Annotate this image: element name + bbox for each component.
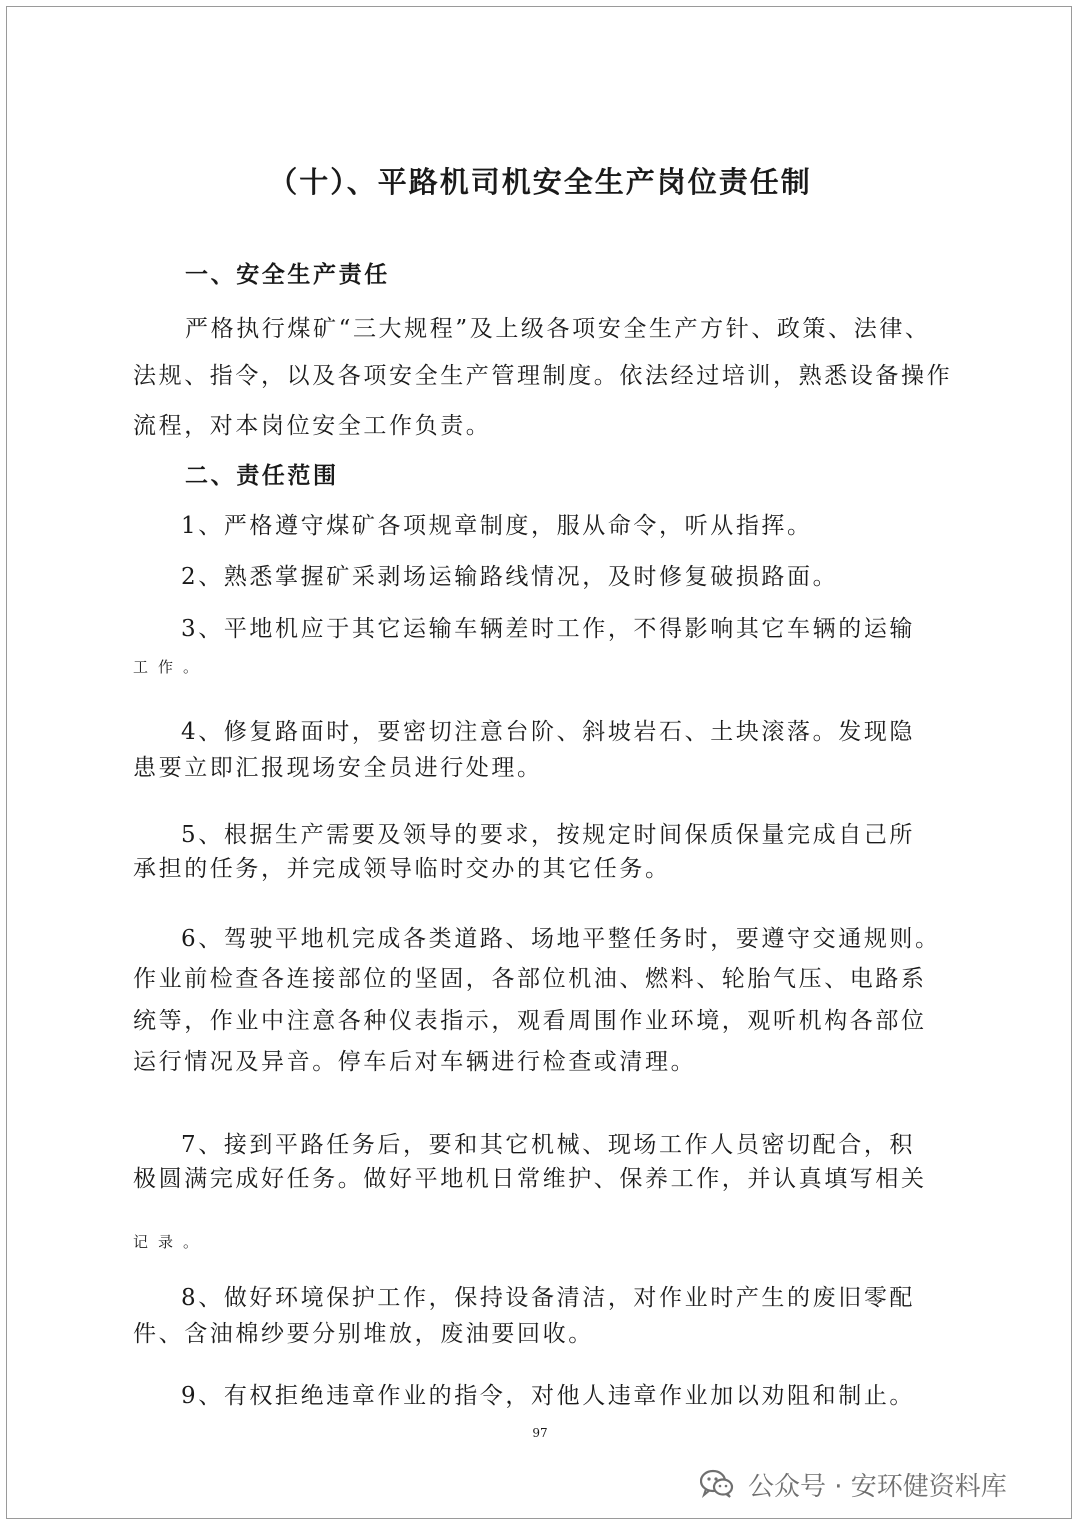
list-item-4-continuation: 患要立即汇报现场安全员进行处理。: [133, 755, 543, 781]
page-title: （十）、平路机司机安全生产岗位责任制: [268, 165, 812, 199]
list-item-7-continuation: 极圆满完成好任务。做好平地机日常维护、保养工作，并认真填写相关: [133, 1166, 927, 1192]
list-item-1: 1、严格遵守煤矿各项规章制度，服从命令，听从指挥。: [181, 513, 813, 539]
list-item-5: 5、根据生产需要及领导的要求，按规定时间保质保量完成自己所: [181, 822, 916, 848]
page-number: 97: [532, 1426, 548, 1440]
section-heading-responsibility-scope: 二、责任范围: [185, 462, 339, 489]
list-item-6: 6、驾驶平地机完成各类道路、场地平整任务时，要遵守交通规则。: [181, 926, 941, 952]
wechat-icon: [700, 1469, 734, 1499]
paragraph-line: 法规、指令，以及各项安全生产管理制度。依法经过培训，熟悉设备操作: [133, 363, 953, 389]
list-item-3-continuation: 工作。: [133, 658, 209, 676]
list-item-2: 2、熟悉掌握矿采剥场运输路线情况，及时修复破损路面。: [181, 564, 839, 590]
list-item-7: 7、接到平路任务后，要和其它机械、现场工作人员密切配合，积: [181, 1132, 916, 1158]
list-item-6-continuation: 作业前检查各连接部位的坚固，各部位机油、燃料、轮胎气压、电路系: [133, 966, 927, 992]
list-item-7-continuation: 记录。: [133, 1233, 209, 1251]
list-item-9: 9、有权拒绝违章作业的指令，对他人违章作业加以劝阻和制止。: [181, 1383, 916, 1409]
list-item-8-continuation: 件、含油棉纱要分别堆放，废油要回收。: [133, 1321, 594, 1347]
list-item-3: 3、平地机应于其它运输车辆差时工作，不得影响其它车辆的运输: [181, 616, 916, 642]
watermark: [700, 1460, 1007, 1508]
paragraph-line: 流程，对本岗位安全工作负责。: [133, 413, 492, 439]
paragraph-line: 严格执行煤矿“三大规程”及上级各项安全生产方针、政策、法律、: [185, 316, 931, 342]
list-item-6-continuation: 运行情况及异音。停车后对车辆进行检查或清理。: [133, 1049, 697, 1075]
list-item-6-continuation: 统等，作业中注意各种仪表指示，观看周围作业环境，观听机构各部位: [133, 1008, 927, 1034]
list-item-4: 4、修复路面时，要密切注意台阶、斜坡岩石、土块滚落。发现隐: [181, 719, 916, 745]
section-heading-safety-responsibility: 一、安全生产责任: [185, 261, 390, 288]
list-item-5-continuation: 承担的任务，并完成领导临时交办的其它任务。: [133, 856, 671, 882]
list-item-8: 8、做好环境保护工作，保持设备清洁，对作业时产生的废旧零配: [181, 1285, 916, 1311]
watermark-text: 公众号 · 安环健资料库: [748, 1471, 1007, 1502]
